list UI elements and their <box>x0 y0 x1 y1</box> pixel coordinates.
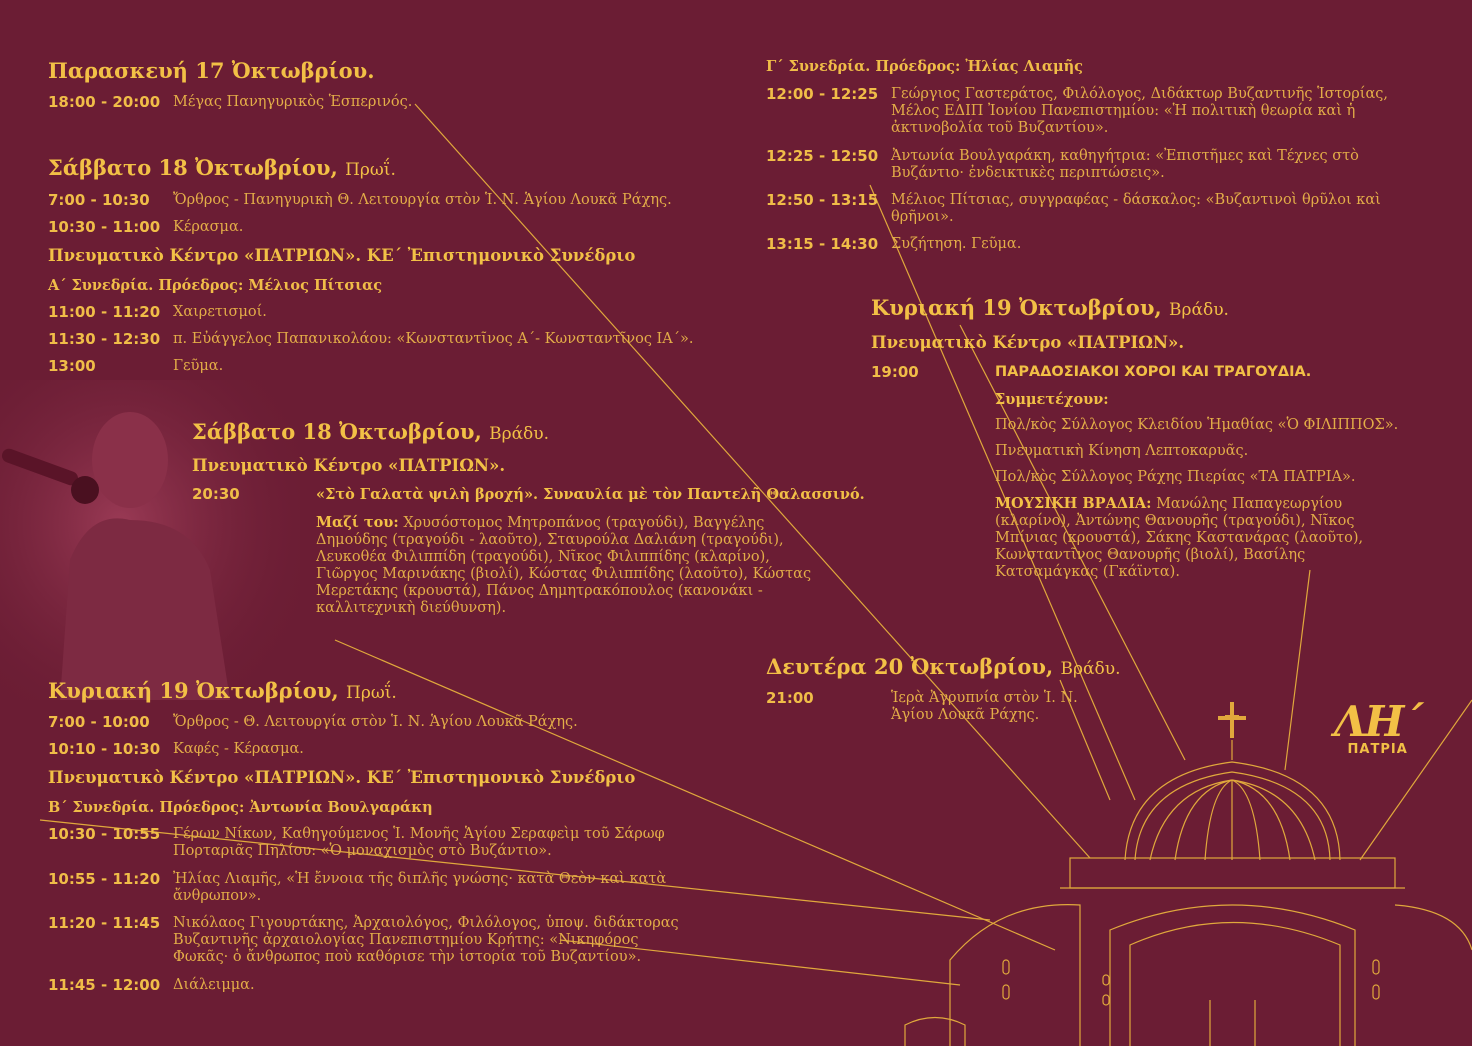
sat-morning-heading: Σάββατο 18 Ὀκτωβρίου, Πρωΐ. <box>48 155 396 180</box>
sun-evening-heading: Κυριακή 19 Ὀκτωβρίου, Βράδυ. <box>871 295 1229 320</box>
sun-morning-heading: Κυριακή 19 Ὀκτωβρίου, Πρωΐ. <box>48 678 397 703</box>
sun-venue: Πνευματικὸ Κέντρο «ΠΑΤΡΙΩΝ». ΚΕ΄ Ἐπιστημονικὸ Συνέδριο <box>48 768 636 787</box>
patria-logo: ΛΗ΄ ΠΑΤΡΙΑ <box>1334 697 1422 757</box>
monday-heading: Δευτέρα 20 Ὀκτωβρίου, Βράδυ. <box>766 654 1121 679</box>
sun-session: Β΄ Συνεδρία. Πρόεδρος: Ἀντωνία Βουλγαράκη <box>48 799 433 816</box>
sat-evening-with: Μαζί του: Χρυσόστομος Μητροπάνος (τραγούδι), Βαγγέλης Δημούδης (τραγούδι - λαοῦτο), Σταυρούλα Δαλιάνη (τραγούδι), Λευκοθέα Φιλιππίδη (τραγούδι), Νῖκος Φιλιππίδης (κλαρίνο), Γιῶργος Μαρινάκης (βιολί), Κώστας Φιλιππίδης (λαοῦτο), Κώστας Μερετάκης (κρουστά), Πάνος Δημητρακόπουλος (κανονάκι - καλλιτεχνικὴ διεύθυνση). <box>316 514 812 616</box>
sat-evening-heading: Σάββατο 18 Ὀκτωβρίου, Βράδυ. <box>192 419 550 444</box>
session3-title: Γ΄ Συνεδρία. Πρόεδρος: Ἠλίας Λιαμῆς <box>766 58 1083 75</box>
sat-venue: Πνευματικὸ Κέντρο «ΠΑΤΡΙΩΝ». ΚΕ΄ Ἐπιστημονικὸ Συνέδριο <box>48 246 636 265</box>
sun-evening-participants: Συμμετέχουν: Πολ/κὸς Σύλλογος Κλειδίου Ἡμαθίας «Ὁ ΦΙΛΙΠΠΟΣ». Πνευματικὴ Κίνηση Λεπτοκαρυᾶς. Πολ/κὸς Σύλλογος Ράχης Πιερίας «ΤΑ ΠΑΤΡΙΑ». ΜΟΥΣΙΚΗ ΒΡΑΔΙΑ: Μανώλης Παπαγεωργίου (κλαρίνο), Ἀντώνης Θανουρῆς (τραγούδι), Νῖκος Μπίνιας (κρουστά), Σάκης Καστανάρας (λαοῦτο), Κωνσταντῖνος Θανουρῆς (βιολί), Βασίλης Κατσαμάγκας (Γκάϊντα). <box>995 391 1399 580</box>
sat-session: Α΄ Συνεδρία. Πρόεδρος: Μέλιος Πίτσιας <box>48 277 383 294</box>
sat-evening-venue: Πνευματικὸ Κέντρο «ΠΑΤΡΙΩΝ». <box>192 456 506 475</box>
sun-evening-venue: Πνευματικὸ Κέντρο «ΠΑΤΡΙΩΝ». <box>871 333 1185 352</box>
friday-day-heading: Παρασκευή 17 Ὀκτωβρίου. <box>48 58 375 83</box>
